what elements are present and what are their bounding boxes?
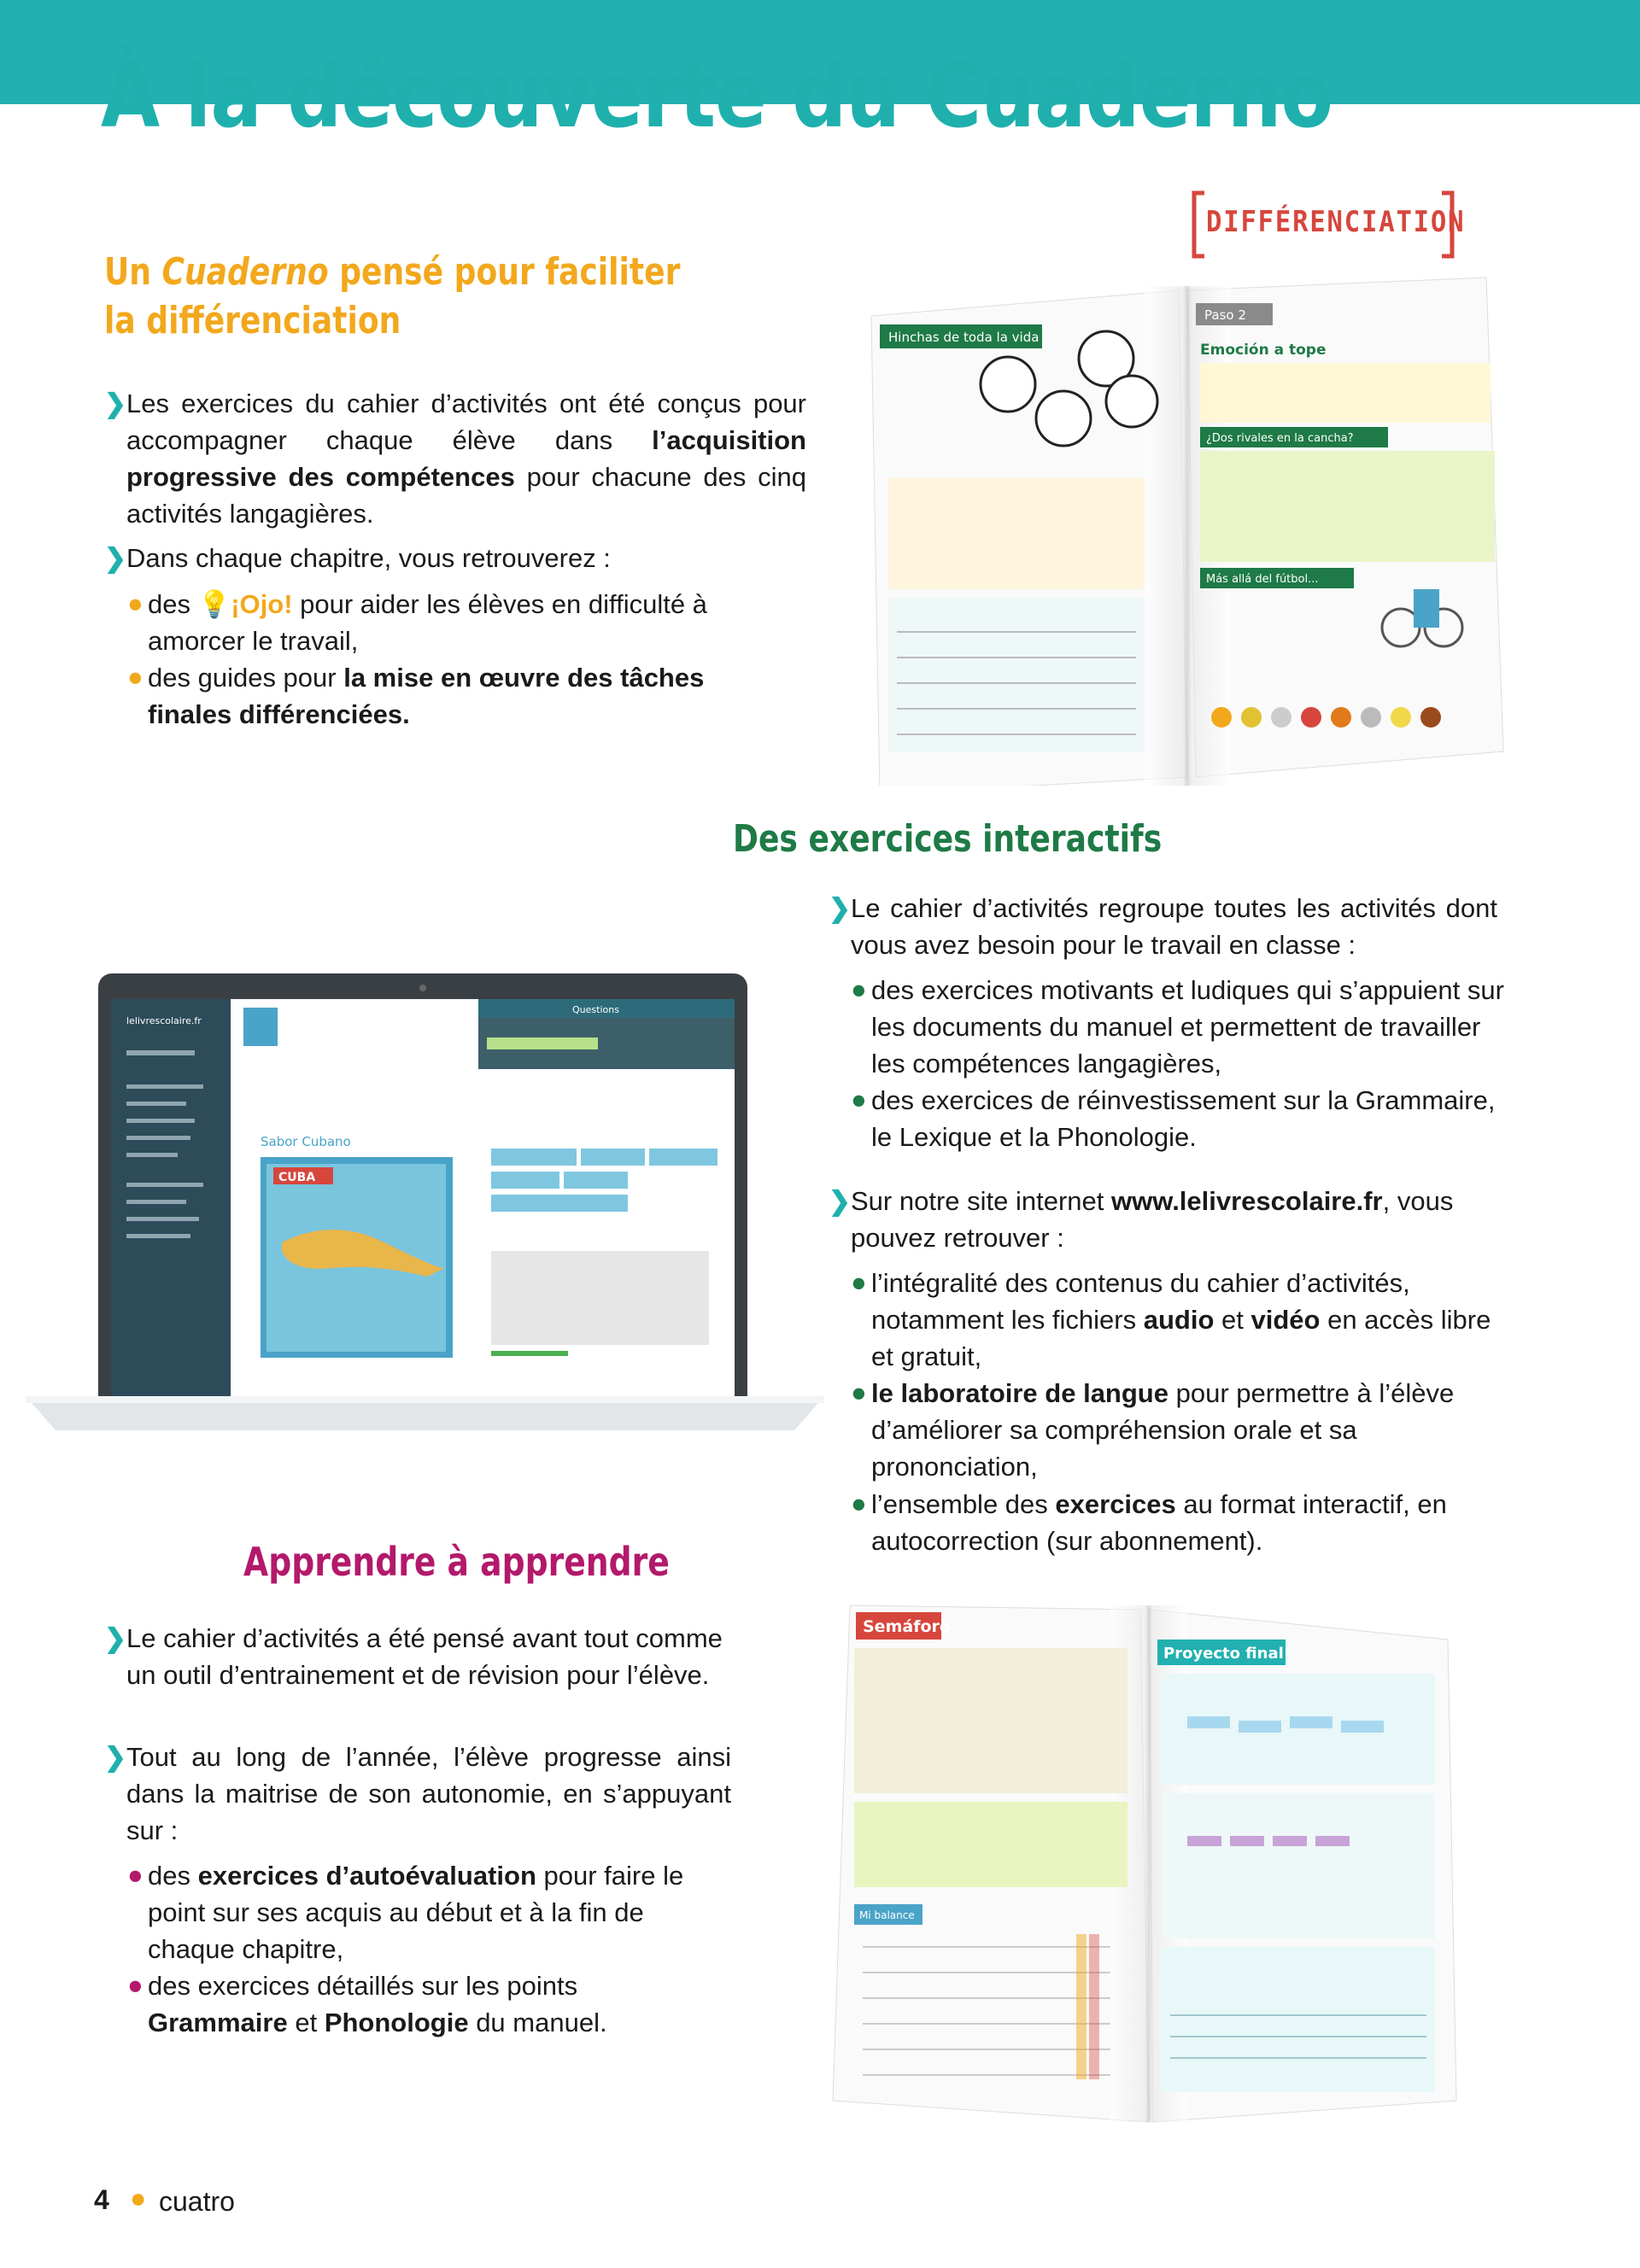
section2-bullet4 [851, 1375, 1503, 1485]
bullet-text: et [1214, 1305, 1251, 1335]
bullet-dot-icon: ● [851, 1377, 867, 1407]
page-word: cuatro [159, 2186, 235, 2217]
laptop-map-title: Sabor Cubano [261, 1134, 351, 1149]
chevron-right-icon: ❯ [104, 1623, 126, 1653]
bullet-dot-icon: ● [127, 1970, 144, 2000]
para-bold: l’acquisition progressive des compétences [126, 425, 806, 492]
bullet-dot-icon: ● [127, 588, 144, 618]
bullet-text: des [148, 1861, 198, 1891]
differenciation-badge [1191, 190, 1466, 260]
bullet-bold: le laboratoire de langue [871, 1378, 1168, 1408]
para-text: pour chacune des cinq activités langagières. [126, 462, 806, 529]
section3-paragraph1 [104, 1620, 741, 1693]
laptop-panel-title: Questions [572, 1004, 619, 1015]
laptop-brand: lelivrescolaire.fr [126, 1015, 202, 1026]
section1-bullet1 [127, 586, 746, 659]
site-link[interactable]: www.lelivrescolaire.fr [1111, 1186, 1383, 1216]
bullet-bold: Phonologie [324, 2008, 469, 2037]
bullet-text: l’intégralité des contenus du cahier d’activités, notamment les fichiers [871, 1268, 1410, 1335]
cuaderno-differenciation-image [854, 273, 1520, 786]
bullet-bold: audio [1143, 1305, 1215, 1335]
book-spread-illustration [854, 273, 1520, 786]
chevron-right-icon: ❯ [829, 1186, 851, 1216]
bullet-dot-icon: ● [851, 1084, 867, 1114]
page-title: À la découverte du Cuaderno [101, 44, 1333, 148]
bullet-dot-icon: ● [127, 1860, 144, 1890]
book1-sub1: ¿Dos rivales en la cancha? [1206, 432, 1354, 445]
book1-right-tab: Paso 2 [1204, 307, 1246, 323]
section2-heading: Des exercices interactifs [733, 817, 1163, 861]
bullet-bold: exercices [1055, 1489, 1176, 1519]
section3-bullet1 [127, 1857, 712, 1967]
bullet-dot-icon: ● [851, 1267, 867, 1297]
badge-text: DIFFÉRENCIATION [1206, 205, 1466, 239]
section3-heading: Apprendre à apprendre [243, 1539, 670, 1585]
bullet-bold: Grammaire [148, 2008, 288, 2037]
para-text: Dans chaque chapitre, vous retrouverez : [126, 543, 611, 573]
bullet-dot-icon: ● [851, 1488, 867, 1518]
section1-heading [104, 248, 680, 345]
cuaderno-autoevaluation-image [829, 1588, 1465, 2126]
heading-text: Un [104, 250, 162, 294]
heading-em: Cuaderno [161, 250, 329, 294]
bullet-text: l’ensemble des [871, 1489, 1056, 1519]
bullet-bold: vidéo [1250, 1305, 1321, 1335]
page-number: 4 [94, 2184, 109, 2215]
bullet-text: au format interactif, en autocorrection (sur abonnement). [871, 1489, 1447, 1556]
bullet-text: pour permettre à l’élève d’améliorer sa compréhension orale et sa prononciation, [871, 1378, 1455, 1482]
section1-bullet2 [127, 659, 746, 733]
book1-left-title: Hinchas de toda la vida [888, 330, 1040, 345]
book-spread-illustration [829, 1588, 1465, 2126]
chevron-right-icon: ❯ [104, 1742, 126, 1772]
bullet-text: pour faire le point sur ses acquis au début et à la fin de chaque chapitre, [148, 1861, 684, 1964]
para-text: Le cahier d’activités regroupe toutes les activités dont vous avez besoin pour le travail en classe : [851, 893, 1497, 960]
para-text: Les exercices du cahier d’activités ont été conçus pour accompagner chaque élève dans [126, 389, 806, 455]
bullet-bold: la mise en œuvre des tâches finales différenciées. [148, 663, 705, 729]
ojo-label: ¡Ojo! [231, 589, 293, 619]
chevron-right-icon: ❯ [104, 389, 126, 418]
bullet-text: des [148, 589, 198, 619]
section2-bullet2 [851, 1082, 1520, 1155]
bullet-text: des exercices détaillés sur les points [148, 1971, 578, 2001]
bullet-text: des exercices motivants et ludiques qui s’appuient sur les documents du manuel et permettent de travailler les compétences langagières, [871, 975, 1504, 1078]
section2-paragraph1 [829, 890, 1497, 963]
bullet-text: en accès libre et gratuit, [871, 1305, 1491, 1371]
bullet-dot-icon: ● [127, 662, 144, 692]
bullet-dot-icon: ● [851, 974, 867, 1004]
bullet-text: pour aider les élèves en difficulté à amorcer le travail, [148, 589, 707, 656]
section3-paragraph2 [104, 1739, 731, 1849]
book2-left-title: Semáforo [863, 1617, 951, 1636]
para-text: Sur notre site internet [851, 1186, 1111, 1216]
section2-paragraph2 [829, 1183, 1497, 1256]
para-text: , vous pouvez retrouver : [851, 1186, 1454, 1253]
section2-bullet3 [851, 1265, 1503, 1375]
chevron-right-icon: ❯ [829, 893, 851, 923]
laptop-map-label: CUBA [278, 1171, 316, 1184]
book2-right-title: Proyecto final [1163, 1645, 1284, 1663]
section1-paragraph2 [104, 540, 806, 576]
book1-sub2: Más allá del fútbol... [1206, 573, 1319, 586]
bullet-text: du manuel. [468, 2008, 607, 2037]
bullet-text: et [287, 2008, 325, 2037]
bullet-text: des exercices de réinvestissement sur la Grammaire, le Lexique et la Phonologie. [871, 1085, 1496, 1152]
section2-bullet5 [851, 1486, 1503, 1559]
footer-dot-icon: ● [130, 2183, 147, 2213]
para-text: Tout au long de l’année, l’élève progresse ainsi dans la maitrise de son autonomie, en s’appuyant sur : [126, 1742, 731, 1845]
book2-left-sub: Mi balance [859, 1909, 915, 1921]
section2-bullet1 [851, 972, 1520, 1082]
para-text: Le cahier d’activités a été pensé avant tout comme un outil d’entrainement et de révision pour l’élève. [126, 1623, 723, 1690]
laptop-illustration [26, 969, 824, 1435]
bullet-bold: exercices d’autoévaluation [197, 1861, 536, 1891]
bullet-text: des guides pour [148, 663, 344, 693]
laptop-interactive-image [26, 969, 824, 1435]
section1-paragraph1 [104, 385, 806, 532]
heading-text: pensé pour faciliter [328, 250, 681, 294]
heading-line2: la différenciation [104, 299, 401, 343]
section3-bullet2 [127, 1967, 712, 2041]
book1-right-title: Emoción a tope [1200, 342, 1327, 359]
chevron-right-icon: ❯ [104, 543, 126, 573]
lightbulb-icon: 💡 [197, 589, 231, 619]
